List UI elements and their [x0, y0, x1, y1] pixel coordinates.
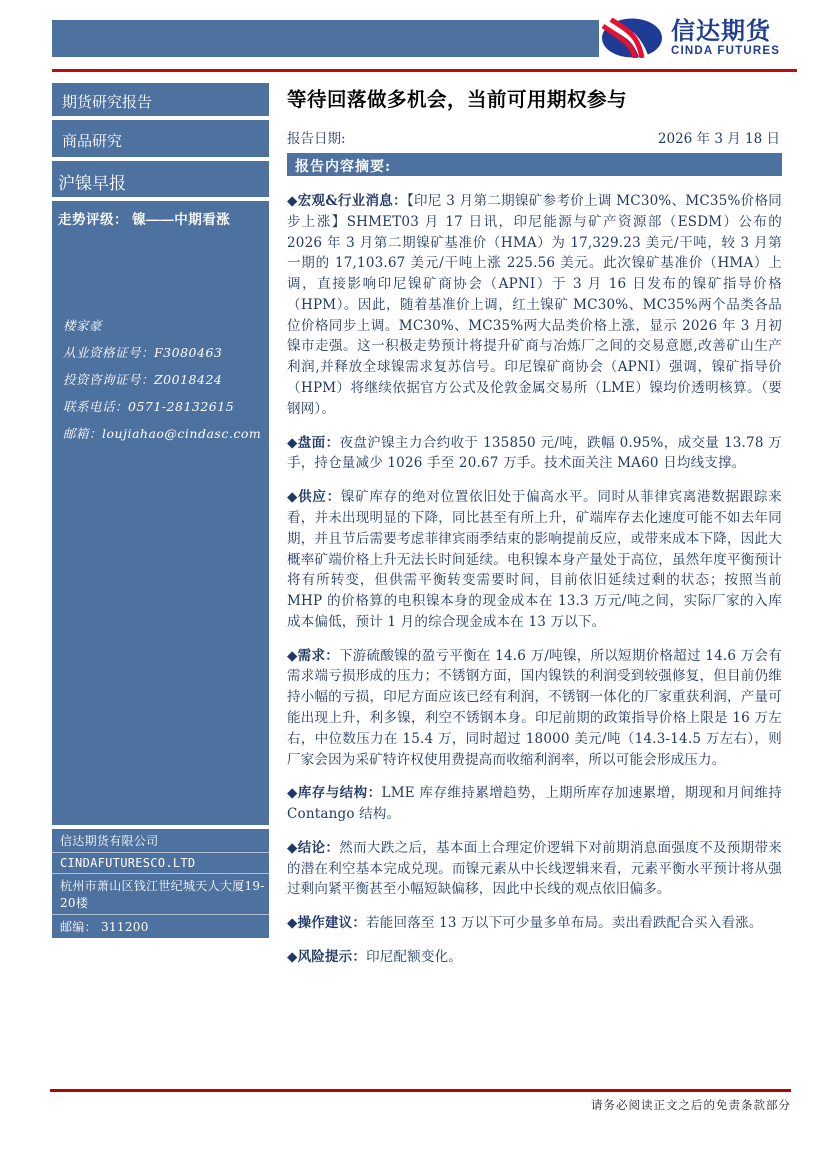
report-date-value: 2026 年 3 月 18 日: [657, 131, 780, 147]
paragraph-text: 下游硫酸镍的盈亏平衡在 14.6 万/吨镍，所以短期价格超过 14.6 万会有需求端亏损形成的压力；不锈钢方面，国内镍铁的利润受到较强修复，但目前仍维持小幅的亏损，印尼方面应该已经有利润，不锈钢一体化的厂家重获利润，产量可能出现上升，利多镍，利空不锈钢本身。印尼前期的政策指导价格上限是 16 万左右，中位数压力在 15.4 万，同时超过 18000 美元/吨（14.3-14.5 万左右），则厂家会因为采矿特许权使用费提高而收缩利润率，所以可能会形成压力。: [287, 647, 782, 768]
cinda-logo-icon: [601, 18, 663, 58]
paragraph-head: ◆结论：: [287, 839, 340, 856]
paragraph-demand: [287, 646, 782, 771]
paragraph-head: ◆库存与结构：: [287, 785, 382, 802]
paragraph-inventory-structure: [287, 783, 782, 825]
footer-divider-line: [50, 1089, 791, 1092]
report-date-label: 报告日期:: [287, 131, 346, 147]
logo-name-english: CINDA FUTURES: [671, 45, 781, 57]
analyst-cert-no: 从业资格证号：F3080463: [63, 345, 223, 360]
paragraph-head: ◆风险提示：: [287, 949, 367, 965]
paragraph-head: ◆供应：: [287, 489, 341, 506]
header-divider-line: [52, 69, 797, 72]
paragraph-text: LME 库存维持累增趋势，上期所库存加速累增，期现和月间维持 Contango 结构。: [287, 785, 782, 823]
sidebar-report-type: 期货研究报告: [52, 83, 269, 116]
paragraph-supply: [287, 487, 782, 632]
logo-name-chinese: 信达期货: [671, 18, 771, 45]
sidebar-research-category: 商品研究: [52, 120, 269, 157]
paragraph-head: ◆宏观&行业消息：: [287, 193, 407, 209]
header-banner-bar: [52, 20, 599, 57]
paragraph-text: 镍矿库存的绝对位置依旧处于偏高水平。同时从菲律宾离港数据跟踪来看，并未出现明显的下降，同比甚至有所上升，矿端库存去化速度可能不如去年同期，并且节后需要考虑菲律宾雨季结束的影响提前反应，或带来成本下降，因此大概率矿端价格上升无法长时间延续。电积镍本身产量处于高位，虽然年度平衡预计将有所转变，但供需平衡转变需要时间，目前依旧延续过剩的状态；按照当前 MHP 的价格算的电积镍本身的现金成本在 13.3 万元/吨之间，实际厂家的入库成本偏低，预计 1 月的综合现金成本在 13 万以下。: [287, 489, 782, 630]
paragraph-text: 印尼配额变化。: [366, 949, 462, 965]
company-info-panel: [52, 829, 269, 938]
analyst-info: [58, 316, 263, 442]
paragraph-trade-advice: [287, 913, 782, 934]
paragraph-text: 然而大跌之后，基本面上合理定价逻辑下对前期消息面强度不及预期带来的潜在利空基本完成兑现。而镍元素从中长线逻辑来看，元素平衡水平预计将从强过剩向紧平衡甚至小幅短缺偏移，因此中长线的观点依旧偏多。: [287, 839, 782, 898]
logo-text: [671, 18, 780, 58]
sidebar: [52, 83, 269, 938]
analyst-phone: 联系电话：0571-28132615: [63, 399, 235, 414]
summary-section-header: 报告内容摘要:: [287, 153, 782, 176]
report-title: 等待回落做多机会，当前可用期权参与: [287, 89, 628, 111]
analyst-advisory-no: 投资咨询证号：Z0018424: [63, 372, 223, 387]
footer-disclaimer: 请务必阅读正文之后的免责条款部分: [591, 1098, 791, 1112]
trend-rating: 走势评级： 镍——中期看涨: [58, 212, 231, 227]
company-postcode: 邮编： 311200: [52, 914, 269, 938]
paragraph-head: ◆需求：: [287, 647, 339, 664]
company-logo: [601, 18, 801, 60]
paragraph-risk-warning: [287, 947, 782, 968]
report-date-row: [287, 127, 782, 147]
paragraph-text: 夜盘沪镍主力合约收于 135850 元/吨，跌幅 0.95%，成交量 13.78 万手，持仓量减少 1026 手至 20.67 万手。技术面关注 MA60 日均线支撑。: [287, 434, 782, 472]
company-name-cn: 信达期货有限公司: [60, 834, 159, 848]
company-address: 杭州市萧山区钱江世纪城天人大厦19-20楼: [52, 873, 269, 914]
report-main-content: [287, 84, 782, 981]
paragraph-text: 【印尼 3 月第二期镍矿参考价上调 MC30%、MC35%价格同步上涨】SHMET03 月 17 日讯，印尼能源与矿产资源部（ESDM）公布的 2026 年 3 月第二期镍矿基准价（HMA）为 17,329.23 美元/干吨，较 3 月第一期的 17,103.67 美元/干吨上涨 225.56 美元。此次镍矿基准价（HMA）上调，直接影响印尼镍矿商协会（APNI）于 3 月 16 日发布的镍矿指导价格（HPM）。因此，随着基准价上调，红土镍矿 MC30%、MC35%两个品类各品位价格同步上调。MC30%、MC35%两大品类价格上涨，显示 2026 年 3 月初镍市走强。这一积极走势预计将提升矿商与冶炼厂之间的交易意愿,改善矿山生产利润,并释放全球镍需求复苏信号。印尼镍矿商协会（APNI）强调，镍矿指导价（HPM）将继续依据官方公式及伦敦金属交易所（LME）镍均价透明核算。（要钢网）。: [287, 193, 782, 417]
paragraph-macro-industry-news: [287, 191, 782, 420]
analyst-email: 邮箱：loujiahao@cindasc.com: [63, 426, 262, 441]
paragraph-market-recap: [287, 433, 782, 475]
paragraph-conclusion: [287, 838, 782, 900]
paragraph-text: 若能回落至 13 万以下可少量多单布局。卖出看跌配合买入看涨。: [366, 915, 763, 932]
paragraph-head: ◆操作建议：: [287, 915, 367, 932]
sidebar-report-name: 沪镍早报: [52, 161, 269, 197]
paragraph-head: ◆盘面：: [287, 434, 340, 451]
sidebar-main-panel: [52, 201, 269, 825]
analyst-name: 楼家豪: [63, 318, 103, 333]
company-name-en: CINDAFUTURESCO.LTD: [52, 852, 269, 873]
